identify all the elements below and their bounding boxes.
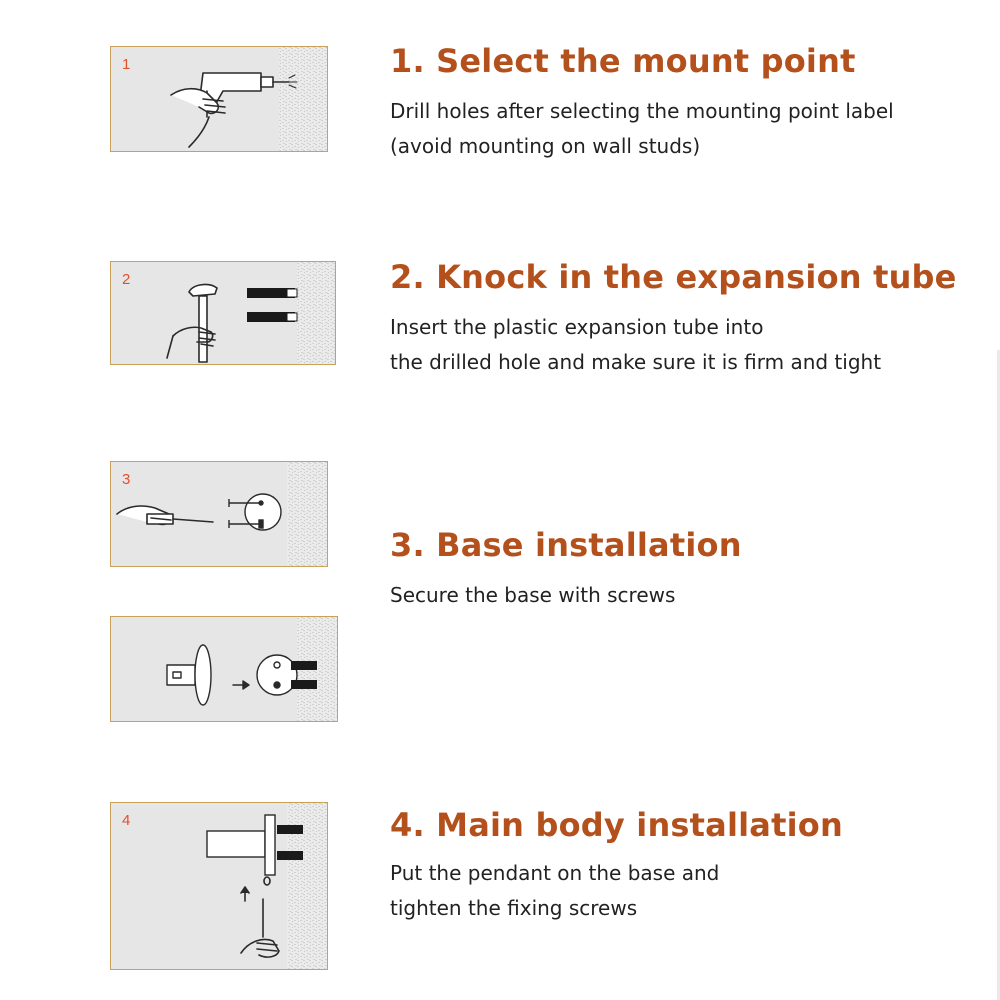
step-3-extra-illustration-panel xyxy=(110,616,338,722)
description-line: Drill holes after selecting the mounting point label xyxy=(390,99,894,123)
step-4-heading: 4. Main body installation xyxy=(390,806,843,844)
base-plate-icon xyxy=(229,494,281,530)
step-2-description xyxy=(390,310,881,380)
step-1-illustration-panel xyxy=(110,46,328,152)
step-3-heading: 3. Base installation xyxy=(390,526,742,564)
step-4-description xyxy=(390,856,719,926)
step-2-heading: 2. Knock in the expansion tube xyxy=(390,258,957,296)
hex-key-icon xyxy=(241,877,279,957)
description-line: the drilled hole and make sure it is firm and tight xyxy=(390,350,882,374)
expansion-tube-icon xyxy=(247,288,297,322)
step-number: 1 xyxy=(122,56,131,73)
description-line: Secure the base with screws xyxy=(390,583,676,607)
step-number: 3 xyxy=(122,471,131,488)
base-attach-icon xyxy=(167,645,317,705)
step-number: 4 xyxy=(122,812,131,829)
step-3-illustration-panel xyxy=(110,461,328,567)
description-line: (avoid mounting on wall studs) xyxy=(390,134,701,158)
step-3-description xyxy=(390,578,675,613)
hand-drill-icon xyxy=(171,73,297,147)
description-line: tighten the fixing screws xyxy=(390,896,638,920)
step-2-illustration-panel xyxy=(110,261,336,365)
hammer-icon xyxy=(167,285,217,362)
step-1-description xyxy=(390,94,894,164)
description-line: Put the pendant on the base and xyxy=(390,861,720,885)
step-1-heading: 1. Select the mount point xyxy=(390,42,856,80)
description-line: Insert the plastic expansion tube into xyxy=(390,315,764,339)
screwdriver-icon xyxy=(117,506,213,524)
step-number: 2 xyxy=(122,271,131,288)
step-4-illustration-panel xyxy=(110,802,328,970)
